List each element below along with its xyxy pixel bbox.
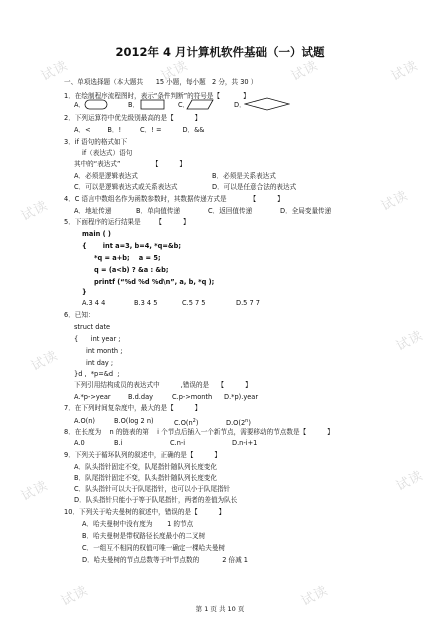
q7-option-a: A.O(n) — [74, 417, 96, 425]
watermark: 试读 — [394, 468, 426, 495]
code-line: { int year ; — [74, 335, 121, 343]
watermark: 试读 — [19, 198, 51, 225]
q7-c-text: C.O(n — [174, 419, 193, 428]
q8-option-a: A.0 — [74, 439, 85, 447]
q8-option-b: B.i — [114, 439, 123, 447]
section-heading: 一、单项选择题（本大题共 15 小题，每小题 2 分，共 30 ） — [64, 78, 258, 86]
question-5: 5．下面程序的运行结果是 【 】 — [64, 218, 190, 226]
watermark: 试读 — [19, 478, 51, 505]
q3-option-d: D．可以是任意合法的表达式 — [212, 183, 297, 191]
code-line: *q = a+b; a = 5; — [94, 254, 161, 262]
question-9: 9．下列关于循环队列的叙述中，正确的是【 】 — [64, 451, 222, 459]
q8-option-d: D.n-i+1 — [232, 439, 258, 447]
q9-option-d: D．队头指针只能小于等于队尾指针，两者的差值为队长 — [74, 496, 238, 504]
q10-option-a: A．哈夫曼树中没有度为 1 的节点 — [82, 520, 194, 528]
page-footer: 第 1 页 共 10 页 — [195, 605, 245, 613]
watermark: 试读 — [159, 58, 191, 85]
question-6: 6．已知： — [64, 311, 95, 319]
q3-prompt: 其中的“表达式” 【 】 — [74, 160, 186, 168]
q7-d-text: D.O( — [226, 419, 241, 428]
q6-option-b: B.d.day — [128, 393, 154, 401]
q6-option-a: A.*p->year — [74, 393, 111, 401]
code-line: int day ; — [86, 359, 114, 367]
watermark: 试读 — [39, 58, 71, 85]
q4-option-a: A．地址传递 — [74, 207, 112, 215]
question-1: 1．在绘制程序流程图时，表示“条件判断”的符号是【 】 — [64, 92, 250, 100]
page-title: 2012年 4 月计算机软件基础（一）试题 — [115, 45, 325, 59]
q7-option-d — [226, 417, 251, 428]
code-line: printf (“%d %d %d\n”, a, b, *q ); — [94, 278, 215, 286]
rectangle-shape-icon — [140, 99, 166, 111]
q6-option-d: D.*p).year — [224, 393, 259, 401]
watermark: 试读 — [289, 58, 321, 85]
q6-prompt: 下列引用结构成员的表达式中 ,错误的是 【 】 — [74, 381, 252, 389]
q8-option-c: C.n-i — [170, 439, 186, 447]
watermark: 试读 — [299, 583, 331, 610]
q5-option-c: C.5 7 5 — [182, 299, 206, 307]
q1-option-d: D． — [234, 101, 246, 109]
q3-code: if（表达式）语句 — [82, 149, 133, 157]
q7-d-close: ) — [248, 419, 251, 428]
q7-c-close: ) — [195, 419, 199, 428]
q5-option-a: A.3 4 4 — [82, 299, 106, 307]
watermark: 试读 — [394, 328, 426, 355]
q10-option-d: D．哈夫曼树的节点总数等于叶节点数的 2 倍减 1 — [82, 556, 248, 564]
terminator-shape-icon — [84, 99, 108, 111]
question-3: 3．if 语句的格式如下 — [64, 138, 128, 146]
q7-option-c — [174, 417, 198, 428]
q3-option-b: B．必须是关系表达式 — [212, 172, 276, 180]
code-line: } — [82, 288, 87, 296]
watermark: 试读 — [379, 188, 411, 215]
watermark: 试读 — [389, 58, 421, 85]
q10-option-b: B．哈夫曼树是带权路径长度最小的二叉树 — [82, 532, 206, 540]
q7-option-b: B.O(log 2 n) — [114, 417, 154, 425]
q5-option-b: B.3 4 5 — [134, 299, 158, 307]
q1-option-b: B． — [128, 101, 140, 109]
q3-option-c: C．可以是逻辑表达式或关系表达式 — [74, 183, 178, 191]
q6-option-c: C.p->month — [172, 393, 213, 401]
superscript: n — [245, 418, 249, 424]
q1-option-c: C． — [178, 101, 190, 109]
q4-option-c: C．返回值传递 — [208, 207, 253, 215]
q10-option-c: C．一组互不相同的权值可唯一确定一棵哈夫曼树 — [82, 544, 226, 552]
watermark: 试读 — [59, 583, 91, 610]
q2-options: A．< B．! C．! = D．&& — [74, 126, 205, 134]
code-line: main ( ) — [82, 230, 111, 238]
q5-option-d: D.5 7 7 — [236, 299, 260, 307]
code-line: }d , *p=&d ; — [74, 370, 120, 378]
q4-option-d: D．全局变量传递 — [280, 207, 332, 215]
q7-d-base: 2 — [240, 419, 246, 428]
question-8: 8．在长度为 n 的链表的第 i 个节点后插入一个新节点，需要移动的节点数是【 】 — [64, 428, 334, 436]
question-4: 4．C 语言中数组名作为函数参数时，其数据传递方式是 【 】 — [64, 195, 284, 203]
question-2: 2．下列运算符中优先级别最高的是【 】 — [64, 114, 202, 122]
q3-option-a: A．必须是逻辑表达式 — [74, 172, 138, 180]
superscript: 2 — [192, 418, 196, 424]
q9-option-a: A．队头指针固定不变，队尾指针随队列长度变化 — [74, 463, 217, 471]
code-line: int month ; — [86, 347, 123, 355]
parallelogram-shape-icon — [186, 99, 214, 111]
q1-option-a: A． — [74, 101, 86, 109]
diamond-shape-icon — [244, 97, 290, 111]
code-line: { int a=3, b=4, *q=&b; — [82, 242, 181, 250]
code-line: struct date — [74, 323, 111, 331]
q9-option-c: C．队头指针可以大于队尾指针，也可以小于队尾指针 — [74, 485, 231, 493]
watermark: 试读 — [29, 348, 61, 375]
question-10: 10．下列关于哈夫曼树的叙述中，错误的是【 】 — [64, 508, 226, 516]
code-line: q = (a<b) ? &a : &b; — [94, 266, 169, 274]
q4-option-b: B．单向值传递 — [136, 207, 181, 215]
q9-option-b: B．队尾指针固定不变，队头指针随队列长度变化 — [74, 474, 217, 482]
question-7: 7．在下列时间复杂度中，最大的是【 】 — [64, 404, 202, 412]
